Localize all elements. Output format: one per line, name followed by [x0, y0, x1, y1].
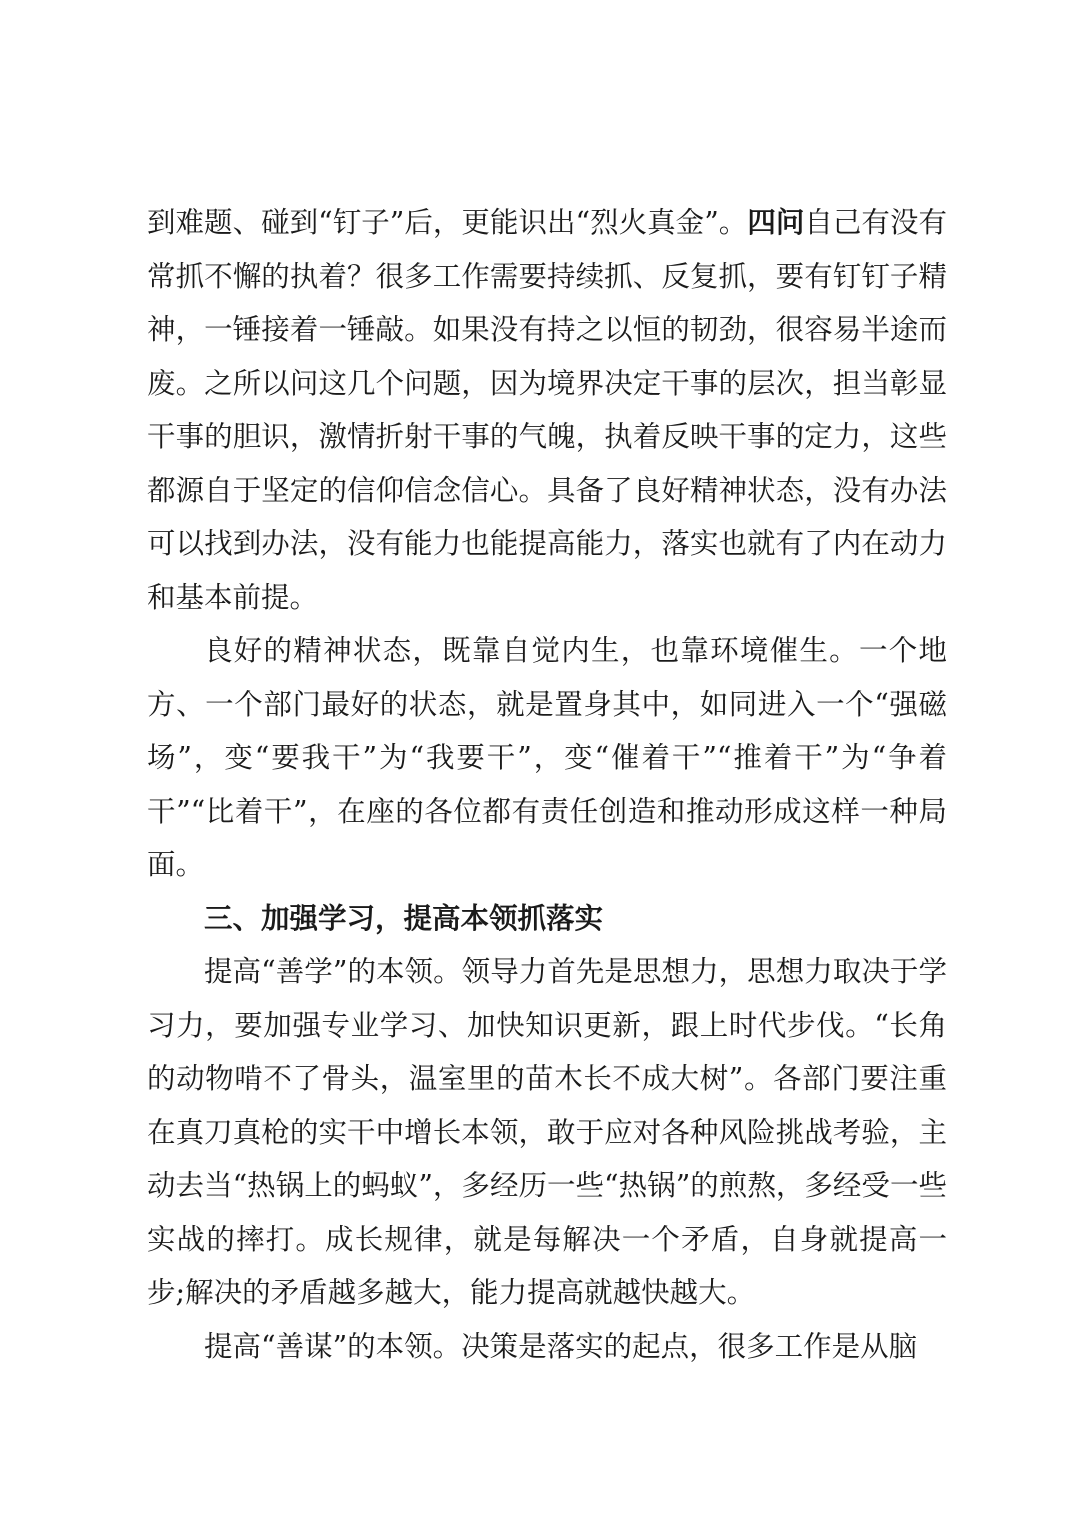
section-heading: 三、加强学习，提高本领抓落实 [204, 901, 604, 935]
paragraph-continuation [147, 196, 947, 624]
bold-phrase: 四问 [747, 206, 805, 239]
paragraph-spirit-environment: 良好的精神状态，既靠自觉内生，也靠环境催生。一个地方、一个部门最好的状态，就是置身其中，如同进入一个“强磁场”，变“要我干”为“我要干”，变“催着干”“推着干”为“争着干”“比着干”，在座的各位都有责任创造和推动形成这样一种局面。 [147, 634, 947, 881]
paragraph-text: 到难题、碰到“钉子”后，更能识出“烈火真金”。 [147, 206, 748, 239]
paragraph-planning: 提高“善谋”的本领。决策是落实的起点，很多工作是从脑 [204, 1329, 918, 1363]
document-page [147, 196, 947, 1373]
paragraph-text: 自己有没有常抓不懈的执着？很多工作需要持续抓、反复抓，要有钉钉子精神，一锤接着一锤敲。如果没有持之以恒的韧劲，很容易半途而废。之所以问这几个问题，因为境界决定干事的层次，担当彰显干事的胆识，激情折射干事的气魄，执着反映干事的定力，这些都源自于坚定的信仰信念信心。具备了良好精神状态，没有办法可以找到办法，没有能力也能提高能力，落实也就有了内在动力和基本前提。 [147, 206, 947, 614]
paragraph-learning: 提高“善学”的本领。领导力首先是思想力，思想力取决于学习力，要加强专业学习、加快知识更新，跟上时代步伐。“长角的动物啃不了骨头，温室里的苗木长不成大树”。各部门要注重在真刀真枪的实干中增长本领，敢于应对各种风险挑战考验，主动去当“热锅上的蚂蚁”，多经历一些“热锅”的煎熬，多经受一些实战的摔打。成长规律，就是每解决一个矛盾，自身就提高一步;解决的矛盾越多越大，能力提高就越快越大。 [147, 955, 947, 1309]
